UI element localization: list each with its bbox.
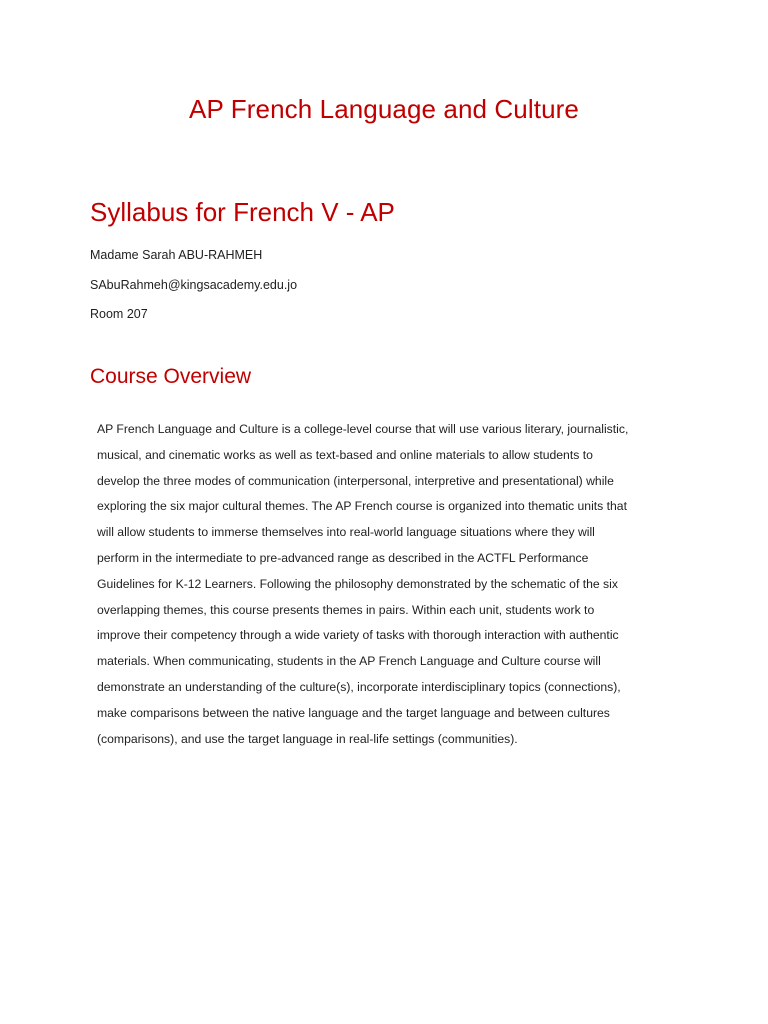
overview-line: (comparisons), and use the target language in real-life settings (communities). <box>97 731 518 746</box>
overview-line: materials. When communicating, students in the AP French Language and Culture course will <box>97 654 601 669</box>
overview-line: develop the three modes of communication (interpersonal, interpretive and presentational) while <box>97 473 614 488</box>
syllabus-heading: Syllabus for French V - AP <box>90 197 395 227</box>
overview-line: musical, and cinematic works as well as text-based and online materials to allow students to <box>97 447 593 462</box>
overview-line: make comparisons between the native language and the target language and between cultures <box>97 705 610 720</box>
overview-line: will allow students to immerse themselves into real-world language situations where they will <box>97 525 595 540</box>
course-overview-paragraph <box>97 417 697 752</box>
overview-line: improve their competency through a wide variety of tasks with thorough interaction with authentic <box>97 628 619 643</box>
teacher-name: Madame Sarah ABU-RAHMEH <box>90 248 263 262</box>
overview-line: perform in the intermediate to pre-advanced range as described in the ACTFL Performance <box>97 550 589 565</box>
room-number: Room 207 <box>90 307 148 321</box>
overview-line: demonstrate an understanding of the culture(s), incorporate interdisciplinary topics (connections), <box>97 679 621 694</box>
course-overview-heading: Course Overview <box>90 365 252 388</box>
overview-line: exploring the six major cultural themes. The AP French course is organized into thematic units that <box>97 499 627 514</box>
overview-line: AP French Language and Culture is a college-level course that will use various literary, journalistic, <box>97 422 629 436</box>
overview-line: overlapping themes, this course presents themes in pairs. Within each unit, students work to <box>97 602 595 617</box>
overview-line: Guidelines for K-12 Learners. Following the philosophy demonstrated by the schematic of the six <box>97 576 618 591</box>
teacher-email: SAbuRahmeh@kingsacademy.edu.jo <box>90 278 298 292</box>
document-title: AP French Language and Culture <box>189 94 579 124</box>
